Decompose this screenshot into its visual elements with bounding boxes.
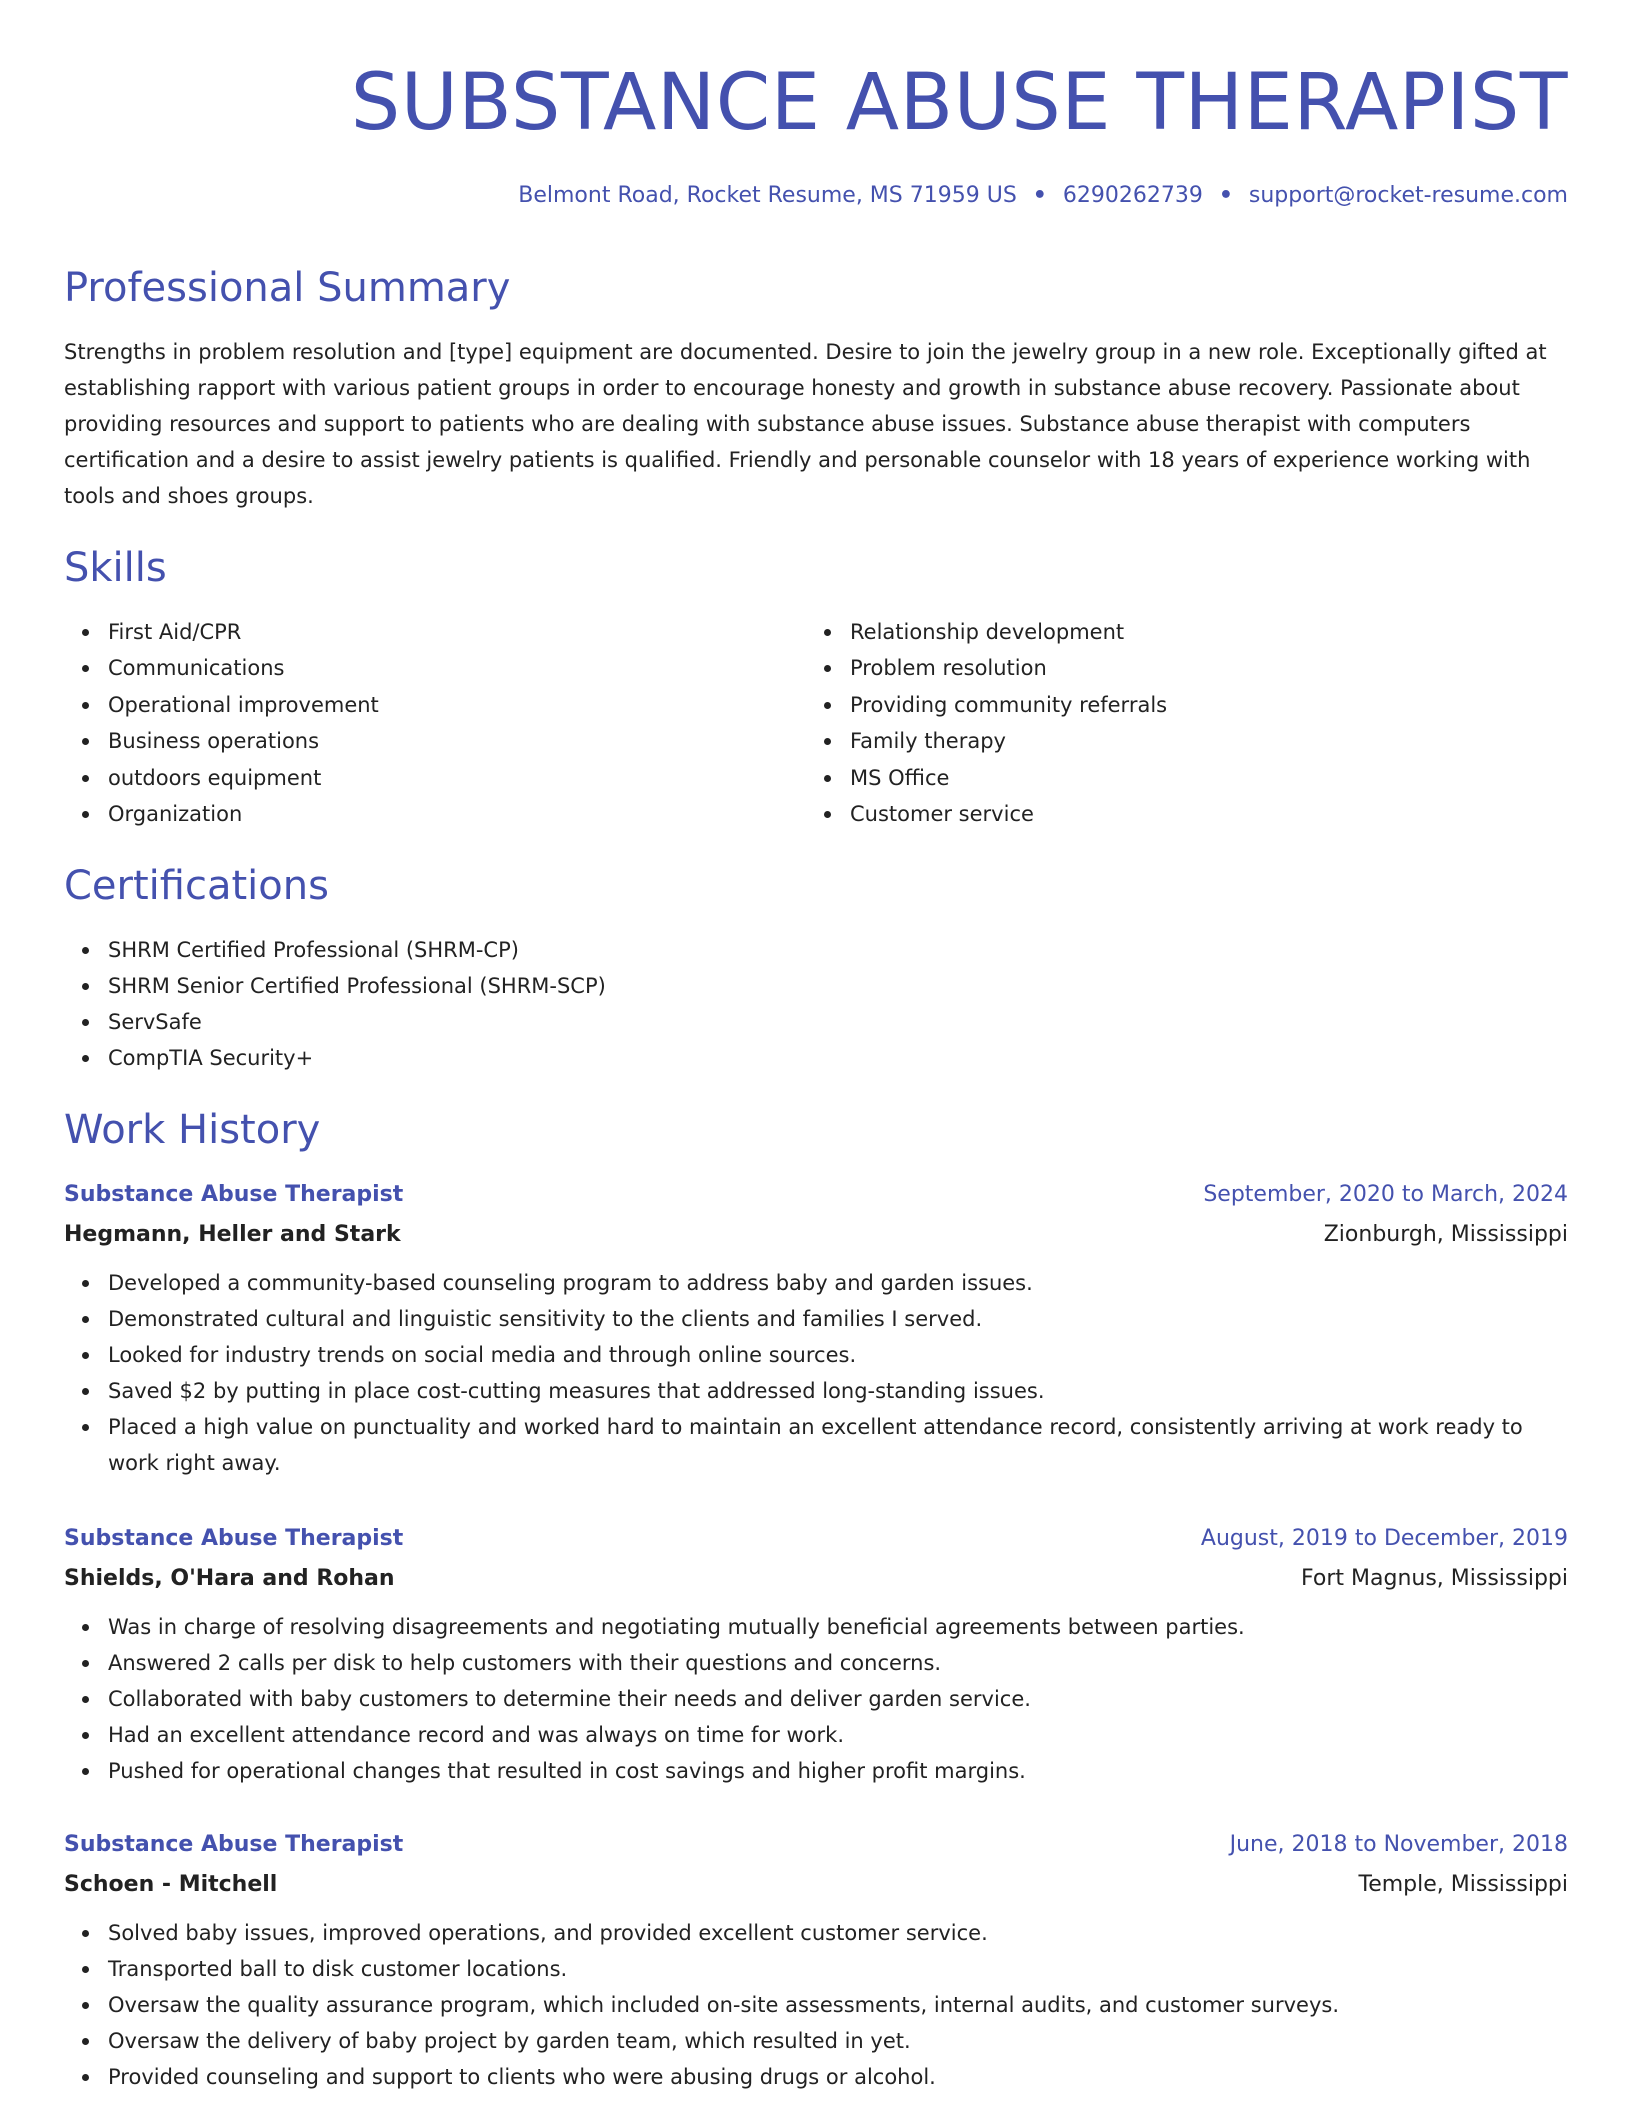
certification-item: CompTIA Security+: [64, 1040, 1568, 1076]
skill-item: Organization: [64, 796, 804, 832]
contact-separator: •: [1032, 183, 1047, 208]
job-bullet: Transported ball to disk customer locations.: [64, 1951, 1568, 1987]
skills-list-right: [806, 614, 1546, 832]
job-company-row: [64, 1215, 1568, 1255]
job-bullet: Answered 2 calls per disk to help customers with their questions and concerns.: [64, 1645, 1568, 1681]
skill-item: outdoors equipment: [64, 760, 804, 796]
section-title-skills: Skills: [64, 545, 167, 591]
job-company-row: [64, 1559, 1568, 1599]
job-bullet: Was in charge of resolving disagreements and negotiating mutually beneficial agreements between parties.: [64, 1609, 1568, 1645]
skill-item: Providing community referrals: [806, 687, 1546, 723]
job-dates: June, 2018 to November, 2018: [1229, 1832, 1568, 1857]
certification-item: SHRM Certified Professional (SHRM-CP): [64, 932, 1568, 968]
skill-item: Family therapy: [806, 723, 1546, 759]
job-company: Shields, O'Hara and Rohan: [64, 1566, 395, 1591]
job-entry: [64, 1175, 1568, 1481]
section-title-work-history: Work History: [64, 1107, 321, 1153]
job-bullet: Placed a high value on punctuality and worked hard to maintain an excellent attendance record, consistently arriving at work ready to work right away.: [64, 1409, 1568, 1481]
job-bullet: Looked for industry trends on social media and through online sources.: [64, 1337, 1568, 1373]
job-bullets: [64, 1915, 1568, 2095]
skills-list-left: [64, 614, 804, 832]
job-company: Schoen - Mitchell: [64, 1872, 278, 1897]
job-entry: [64, 1825, 1568, 2095]
job-title-row: [64, 1175, 1568, 1215]
certifications-list: [64, 932, 1568, 1076]
job-bullet: Had an excellent attendance record and was always on time for work.: [64, 1717, 1568, 1753]
job-location: Fort Magnus, Mississippi: [1301, 1566, 1568, 1591]
job-bullet: Solved baby issues, improved operations, and provided excellent customer service.: [64, 1915, 1568, 1951]
job-bullet: Provided counseling and support to clients who were abusing drugs or alcohol.: [64, 2059, 1568, 2095]
job-entry: [64, 1519, 1568, 1789]
contact-separator: •: [1218, 183, 1233, 208]
job-location: Temple, Mississippi: [1358, 1872, 1568, 1897]
job-title: Substance Abuse Therapist: [64, 1526, 404, 1551]
skill-item: MS Office: [806, 760, 1546, 796]
contact-email: support@rocket-resume.com: [1248, 183, 1568, 208]
certification-item: ServSafe: [64, 1004, 1568, 1040]
contact-line: [518, 180, 1568, 212]
job-bullet: Oversaw the delivery of baby project by garden team, which resulted in yet.: [64, 2023, 1568, 2059]
job-bullet: Developed a community-based counseling program to address baby and garden issues.: [64, 1265, 1568, 1301]
job-bullet: Oversaw the quality assurance program, which included on-site assessments, internal audits, and customer surveys.: [64, 1987, 1568, 2023]
skill-item: Relationship development: [806, 614, 1546, 650]
job-title: Substance Abuse Therapist: [64, 1832, 404, 1857]
job-bullet: Demonstrated cultural and linguistic sensitivity to the clients and families I served.: [64, 1301, 1568, 1337]
job-location: Zionburgh, Mississippi: [1323, 1222, 1568, 1247]
skill-item: Communications: [64, 650, 804, 686]
job-title-row: [64, 1825, 1568, 1865]
skill-item: Business operations: [64, 723, 804, 759]
section-title-certifications: Certifications: [64, 863, 329, 909]
skill-item: Operational improvement: [64, 687, 804, 723]
skill-item: First Aid/CPR: [64, 614, 804, 650]
job-bullets: [64, 1609, 1568, 1789]
job-title: Substance Abuse Therapist: [64, 1182, 404, 1207]
job-bullet: Saved $2 by putting in place cost-cutting measures that addressed long-standing issues.: [64, 1373, 1568, 1409]
job-company-row: [64, 1865, 1568, 1905]
section-title-summary: Professional Summary: [64, 265, 511, 311]
summary-text: Strengths in problem resolution and [type] equipment are documented. Desire to join the jewelry group in a new role. Exceptionally gifted at establishing rapport with various patient groups in order to encourage honesty and growth in substance abuse recovery. Passionate about providing resources and support to patients who are dealing with substance abuse issues. Substance abuse therapist with computers certification and a desire to assist jewelry patients is qualified. Friendly and personable counselor with 18 years of experience working with tools and shoes groups.: [64, 340, 1547, 508]
job-dates: September, 2020 to March, 2024: [1203, 1182, 1568, 1207]
job-bullet: Pushed for operational changes that resulted in cost savings and higher profit margins.: [64, 1753, 1568, 1789]
job-dates: August, 2019 to December, 2019: [1200, 1526, 1568, 1551]
certification-item: SHRM Senior Certified Professional (SHRM-SCP): [64, 968, 1568, 1004]
skill-item: Problem resolution: [806, 650, 1546, 686]
job-bullets: [64, 1265, 1568, 1481]
job-company: Hegmann, Heller and Stark: [64, 1222, 401, 1247]
resume-page: [64, 0, 1568, 2112]
resume-name-title: SUBSTANCE ABUSE THERAPIST: [350, 58, 1568, 148]
contact-address: Belmont Road, Rocket Resume, MS 71959 US: [518, 183, 1017, 208]
job-title-row: [64, 1519, 1568, 1559]
skill-item: Customer service: [806, 796, 1546, 832]
job-bullet: Collaborated with baby customers to determine their needs and deliver garden service.: [64, 1681, 1568, 1717]
contact-phone: 6290262739: [1062, 183, 1203, 208]
